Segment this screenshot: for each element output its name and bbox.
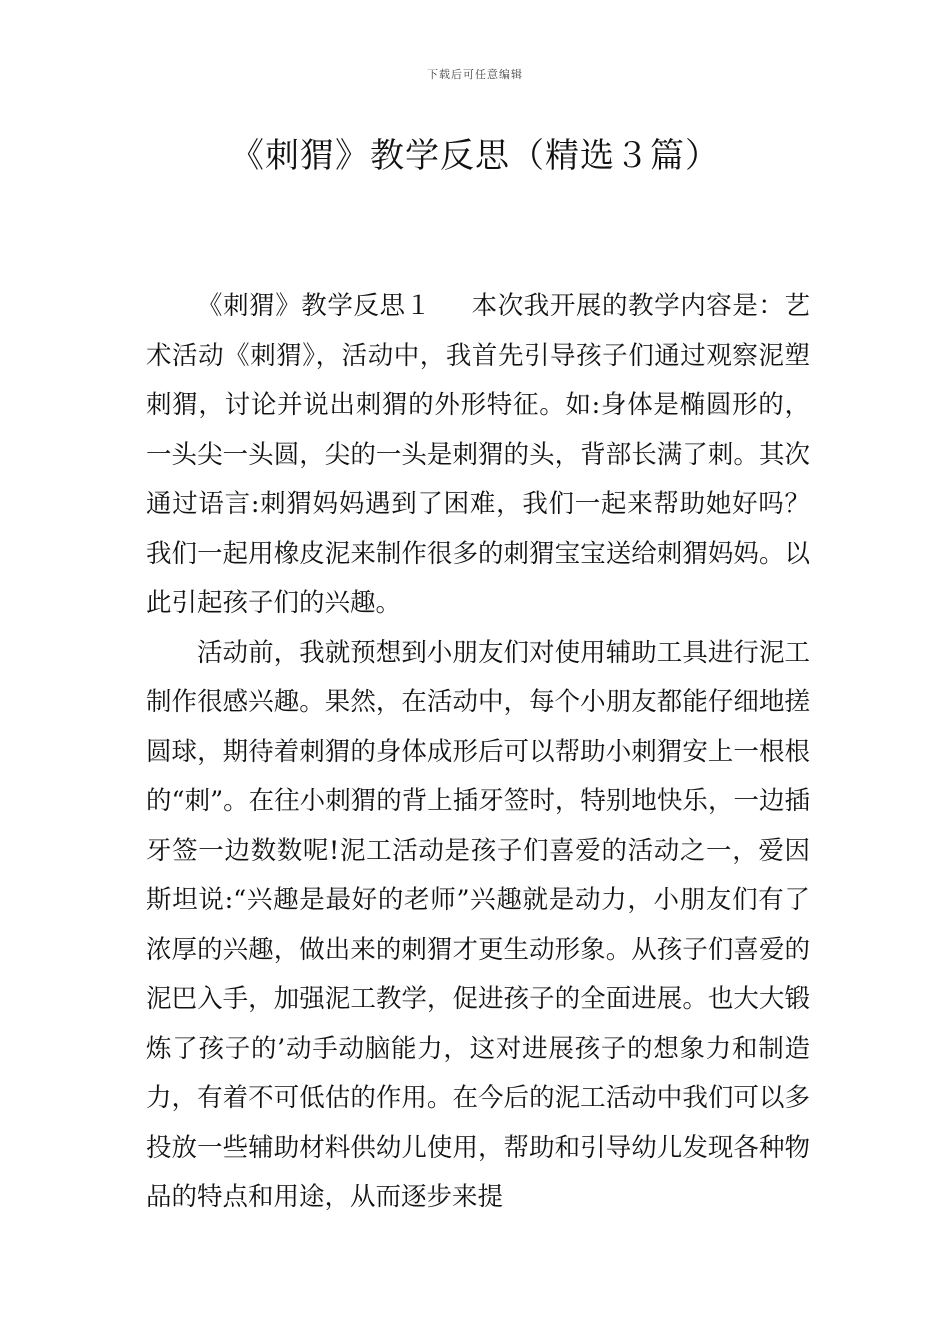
paragraph-text: 活动前，我就预想到小朋友们对使用辅助工具进行泥工制作很感兴趣。果然，在活动中，每个小朋友都能仔细地搓圆球，期待着刺猬的身体成形后可以帮助小刺猬安上一根根的“刺”。在往小刺猬的背上插牙签时，特别地快乐，一边插牙签一边数数呢!泥工活动是孩子们喜爱的活动之一，爱因斯坦说:“兴趣是最好的老师”兴趣就是动力，小朋友们有了浓厚的兴趣，做出来的刺猬才更生动形象。从孩子们喜爱的泥巴入手，加强泥工教学，促进孩子的全面进展。也大大锻炼了孩子的’动手动脑能力，这对进展孩子的想象力和制造力，有着不可低估的作用。在今后的泥工活动中我们可以多投放一些辅助材料供幼儿使用，帮助和引导幼儿发现各种物品的特点和用途，从而逐步来提 (146, 637, 810, 1212)
paragraph-text: 本次我开展的教学内容是：艺术活动《刺猬》，活动中，我首先引导孩子们通过观察泥塑刺猬，讨论并说出刺猬的外形特征。如:身体是椭圆形的，一头尖一头圆，尖的一头是刺猬的头，背部长满了刺。其次通过语言:刺猬妈妈遇到了困难，我们一起来帮助她好吗？我们一起用橡皮泥来制作很多的刺猬宝宝送给刺猬妈妈。以此引起孩子们的兴趣。 (146, 291, 810, 618)
document-title: 《刺猬》教学反思（精选３篇） (230, 136, 720, 176)
section-label: 《刺猬》教学反思１ (197, 291, 432, 321)
paragraph (146, 282, 810, 629)
page-header-note: 下载后可任意编辑 (427, 68, 523, 81)
document-body (146, 282, 810, 1223)
paragraph (146, 629, 810, 1223)
